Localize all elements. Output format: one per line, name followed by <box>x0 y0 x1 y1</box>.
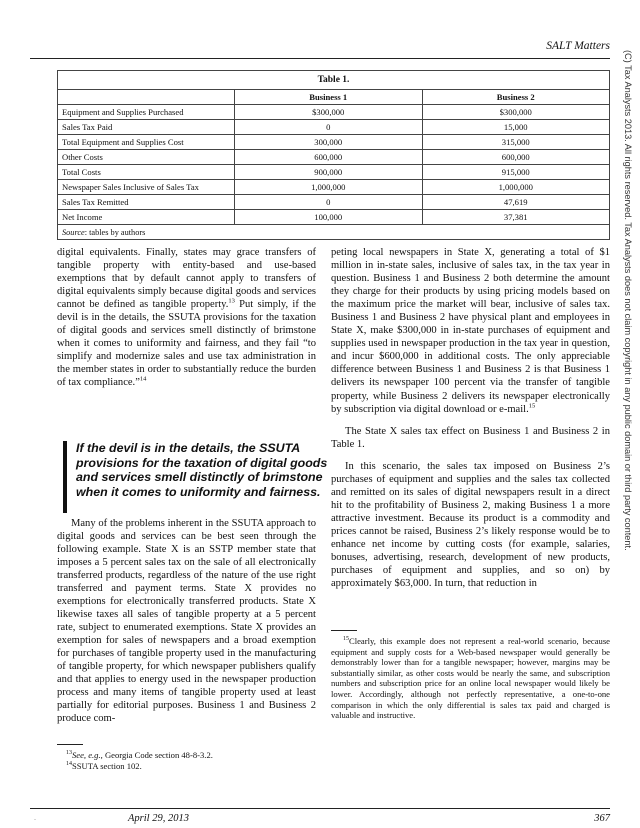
footnote-number: 15 <box>343 636 349 643</box>
business-2-value: 915,000 <box>422 165 610 180</box>
footnote-14 <box>66 761 316 772</box>
table-row <box>58 165 610 180</box>
body-paragraph <box>331 246 610 416</box>
source-label: Source <box>62 227 85 237</box>
table-header-row <box>58 90 610 105</box>
footnote-number: 13 <box>66 750 72 757</box>
table-row <box>58 210 610 225</box>
table-header-empty <box>58 90 235 105</box>
business-1-value: $300,000 <box>235 105 423 120</box>
text-run: Put simply, if the devil is in the details, the SSUTA provisions for the taxation of digital goods and services smell distinctly of brimstone when it comes to uniformity and fairness, and they fail “to simplify and modernize sales and use tax administration in the member states in order to substantially reduce the burden of tax compliance.” <box>57 299 316 389</box>
business-2-value: 47,619 <box>422 195 610 210</box>
table-source <box>58 225 610 240</box>
footnote-text: , Georgia Code section 48-8-3.2. <box>100 750 213 760</box>
table-row <box>58 180 610 195</box>
footer-marker: . <box>34 813 36 822</box>
business-1-value: 900,000 <box>235 165 423 180</box>
table-row <box>58 120 610 135</box>
footnote-15 <box>331 636 610 721</box>
body-paragraph: The State X sales tax effect on Business 1 and Business 2 in Table 1. <box>331 425 610 450</box>
table-caption: Table 1. <box>58 71 610 90</box>
footnote-number: 14 <box>66 760 72 767</box>
business-1-value: 600,000 <box>235 150 423 165</box>
row-label: Net Income <box>58 210 235 225</box>
source-text: : tables by authors <box>84 227 146 237</box>
table-row <box>58 105 610 120</box>
business-1-value: 1,000,000 <box>235 180 423 195</box>
row-label: Equipment and Supplies Purchased <box>58 105 235 120</box>
footnote-text: Clearly, this example does not represent a real-world scenario, because equipment and supply costs for a Web-based newspaper would generally be demonstrably lower than for a tangible newspaper; however, margins may be substantially similar, as other costs would be nearly the same, and subscription numbers and subscription price for an online local newspaper would likely be lower. Accordingly, although not perfectly representative, a one-to-one comparison in which the only differential is sales tax paid and charged is valuable and instructive. <box>331 636 610 721</box>
page-number: 367 <box>594 813 610 824</box>
row-label: Other Costs <box>58 150 235 165</box>
body-paragraph <box>57 246 316 390</box>
right-column <box>331 246 610 590</box>
row-label: Sales Tax Paid <box>58 120 235 135</box>
footnote-text: SSUTA section 102. <box>72 760 142 771</box>
business-2-value: $300,000 <box>422 105 610 120</box>
text-run: digital equivalents. Finally, states may grace transfers of tangible property with entity-based and use-based exemptions that by default cannot apply to transfers of digital equivalents simply because digital goods and services cannot be defined as tangible property. <box>57 247 316 311</box>
footnote-ref: 13 <box>228 297 235 305</box>
footer-rule <box>30 808 610 809</box>
text-run: peting local newspapers in State X, generating a total of $1 million in in-state sales, inclusive of sales tax, in the tax year in question. Business 1 and Business 2 both determine the amount they charge for their products by using pricing models based on the maximum price the market will bear, inclusive of sales tax. Business 1 and Business 2 have physical plant and employees in State X, make $300,000 in in-state purchases of equipment and supplies used in newspaper production in the tax year in question, and incur $600,000 in additional costs. The only appreciable difference between Business 1 and Business 2 is that Business 1 delivers its newspaper 100 percent via the transfer of tangible property, while Business 2 delivers its newspaper electronically by subscription via digital download or e-mail. <box>331 247 610 415</box>
business-2-value: 1,000,000 <box>422 180 610 195</box>
body-paragraph: In this scenario, the sales tax imposed on Business 2’s purchases of equipment and supplies and the sales tax collected and remitted on its sales of digital newspapers result in a direct hit to the profitability of Business 2, making Business 1 a more attractive investment. Because its product is a commodity and prices cannot be raised, Business 2’s likely response would be to enhance net income by cutting costs (for example, salaries, bonuses, advertising, research, development of new products, purchases of equipment and supplies, and so on) by approximately $63,000. In turn, that reduction in <box>331 460 610 590</box>
row-label: Total Costs <box>58 165 235 180</box>
business-1-value: 300,000 <box>235 135 423 150</box>
footnote-rule <box>57 744 83 745</box>
footnote-ref: 14 <box>139 375 147 383</box>
footnote-italic: See, e.g. <box>72 750 101 760</box>
business-1-value: 0 <box>235 120 423 135</box>
business-2-value: 37,381 <box>422 210 610 225</box>
table-row <box>58 195 610 210</box>
business-1-value: 100,000 <box>235 210 423 225</box>
business-2-value: 600,000 <box>422 150 610 165</box>
business-2-value: 15,000 <box>422 120 610 135</box>
footnote-rule <box>331 630 357 631</box>
table-1 <box>57 70 610 240</box>
footer-date: April 29, 2013 <box>128 813 189 824</box>
copyright-text: (C) Tax Analysts 2013. All rights reserved. Tax Analysts does not claim copyright in any public domain or third party content. <box>623 50 633 551</box>
row-label: Total Equipment and Supplies Cost <box>58 135 235 150</box>
table-source-row <box>58 225 610 240</box>
row-label: Sales Tax Remitted <box>58 195 235 210</box>
body-paragraph: Many of the problems inherent in the SSUTA approach to digital goods and services can be best seen through the following example. State X is an SSTP member state that imposes a 5 percent sales tax on the sale of all electronically transferred products, regardless of the nature of the use right transferred and payment terms. State X provides no exemptions for electronically transferred products. State X likewise taxes all sales of tangible property at a 5 percent rate, subject to enumerated exemptions. State X provides an exemption for sales of newspapers and a broad exemption for purchases of tangible property used in the manufacturing of tangible property, for which newspaper publishers qualify and that applies to energy used in the newspaper production process and many items of tangible property used at least partially for editorial purposes. Business 1 and Business 2 produce com- <box>57 517 316 725</box>
footnotes-left <box>66 750 316 771</box>
business-2-value: 315,000 <box>422 135 610 150</box>
table-header-business-2: Business 2 <box>422 90 610 105</box>
table-row <box>58 150 610 165</box>
business-1-value: 0 <box>235 195 423 210</box>
running-header: SALT Matters <box>546 40 610 52</box>
footnote-ref: 15 <box>528 402 536 410</box>
row-label: Newspaper Sales Inclusive of Sales Tax <box>58 180 235 195</box>
pull-quote: If the devil is in the details, the SSUTA provisions for the taxation of digital goods and services smell distinctly of brimstone when it comes to uniformity and fairness. <box>63 441 329 513</box>
table-header-business-1: Business 1 <box>235 90 423 105</box>
table-caption-row <box>58 71 610 90</box>
footnote-13 <box>66 750 316 761</box>
table-row <box>58 135 610 150</box>
header-rule <box>30 58 610 59</box>
copyright-notice <box>621 50 635 670</box>
